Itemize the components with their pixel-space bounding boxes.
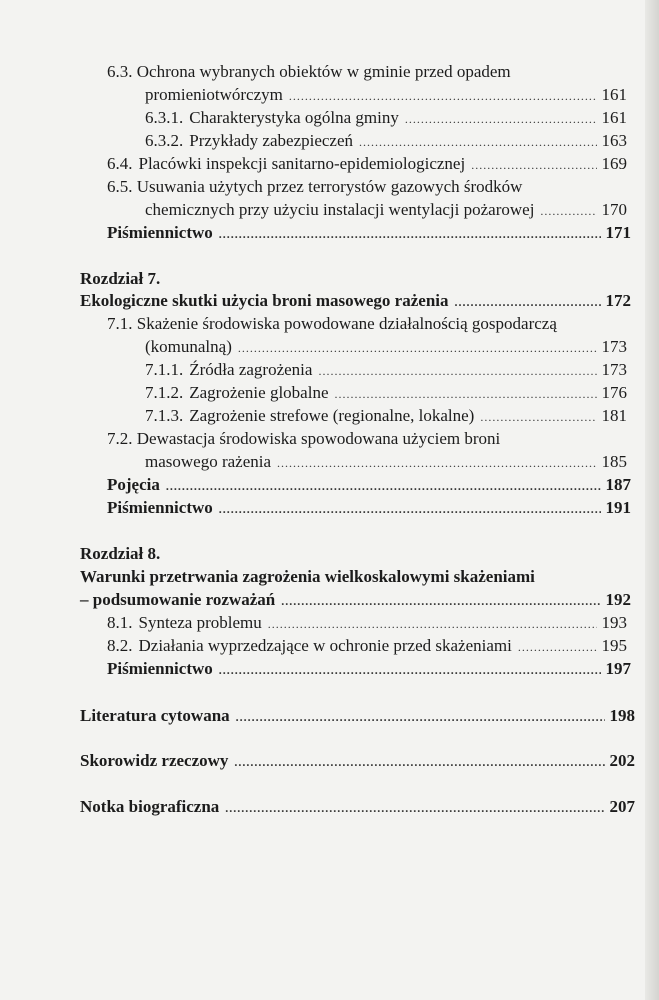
entry-title: Dewastacja środowiska spowodowana użyciem broni [136,429,501,448]
page-number: 171 [605,223,631,242]
page-number: 187 [605,475,631,494]
entry-number: 6.4. [107,154,133,173]
entry-title: Ekologiczne skutki użycia broni masowego rażenia [80,291,449,310]
entry-title: Skorowidz rzeczowy [80,751,229,770]
entry-title: Notka biograficzna [80,797,220,816]
leader-dots [166,475,601,497]
toc-entry-literature [80,705,635,728]
toc-entry [107,61,511,83]
page-number: 207 [609,797,635,816]
toc-entry [145,382,627,405]
toc-entry [145,130,627,153]
leader-dots [219,223,601,245]
entry-number: 7.1.3. [145,406,184,425]
toc-entry [145,84,627,107]
toc-entry [107,176,522,198]
entry-title: Usuwania użytych przez terrorystów gazowych środków [136,177,523,196]
page-number: 197 [605,659,631,678]
toc-entry [145,199,627,222]
toc-entry-concepts [107,474,631,497]
leader-dots [219,498,601,520]
toc-entry [107,313,557,335]
chapter-title-continued [80,589,631,612]
page-number: 163 [601,131,627,150]
toc-entry [145,405,627,428]
leader-dots [268,613,597,635]
entry-title: Zagrożenie strefowe (regionalne, lokalne) [189,406,475,425]
page-number: 185 [601,452,627,471]
entry-title: (komunalną) [145,337,232,356]
entry-number: 6.5. [107,177,133,196]
entry-title: Skażenie środowiska powodowane działalnością gospodarczą [136,314,557,333]
entry-title: Piśmiennictwo [107,659,213,678]
page-edge-shadow [645,0,659,1000]
leader-dots [225,797,604,819]
entry-number: 6.3.2. [145,131,184,150]
leader-dots [236,706,605,728]
toc-entry-bibliography [107,497,631,520]
page-number: 161 [601,108,627,127]
entry-title: Charakterystyka ogólna gminy [189,108,399,127]
page-number: 193 [601,613,627,632]
page-number: 173 [601,337,627,356]
toc-entry-bibliography [107,658,631,681]
entry-title: Placówki inspekcji sanitarno-epidemiologicznej [138,154,466,173]
page-number: 191 [605,498,631,517]
leader-dots [335,383,597,405]
entry-title: Piśmiennictwo [107,498,213,517]
page-number: 173 [601,360,627,379]
chapter-title [80,290,631,313]
entry-number: 6.3.1. [145,108,184,127]
leader-dots [359,131,596,153]
leader-dots [289,85,597,107]
toc-entry-biographical-note [80,796,635,819]
toc-entry [145,451,627,474]
entry-number: 7.1. [107,314,133,333]
entry-title: Zagrożenie globalne [189,383,329,402]
chapter-label: Rozdział 7. [80,269,161,288]
toc-entry [145,359,627,382]
entry-number: 6.3. [107,62,133,81]
entry-title: Piśmiennictwo [107,223,213,242]
page-number: 172 [605,291,631,310]
entry-title: Ochrona wybranych obiektów w gminie przed opadem [136,62,511,81]
leader-dots [281,590,600,612]
entry-number: 7.1.2. [145,383,184,402]
leader-dots [234,751,604,773]
toc-entry [107,153,627,176]
entry-title: – podsumowanie rozważań [80,590,276,609]
leader-dots [405,108,597,130]
leader-dots [540,200,596,222]
entry-title: Synteza problemu [138,613,262,632]
entry-title: Pojęcia [107,475,160,494]
toc-entry [107,635,627,658]
page-number: 161 [601,85,627,104]
page-number: 169 [601,154,627,173]
entry-number: 7.2. [107,429,133,448]
entry-title: masowego rażenia [145,452,272,471]
entry-number: 7.1.1. [145,360,184,379]
toc-entry [145,336,627,359]
entry-number: 8.1. [107,613,133,632]
entry-title: Działania wyprzedzające w ochronie przed skażeniami [138,636,512,655]
toc-entry-subject-index [80,750,635,773]
page-number: 202 [609,751,635,770]
chapter-title: Warunki przetrwania zagrożenia wielkoskalowymi skażeniami [80,567,535,586]
page-number: 181 [601,406,627,425]
entry-title: Literatura cytowana [80,706,230,725]
leader-dots [518,636,597,658]
toc-entry [107,428,500,450]
entry-title: promieniotwórczym [145,85,283,104]
page-number: 176 [601,383,627,402]
toc-entry [145,107,627,130]
leader-dots [471,154,596,176]
entry-number: 8.2. [107,636,133,655]
entry-title: chemicznych przy użyciu instalacji wentylacji pożarowej [145,200,535,219]
leader-dots [219,659,601,681]
entry-title: Źródła zagrożenia [189,360,313,379]
entry-title: Przykłady zabezpieczeń [189,131,354,150]
leader-dots [455,291,601,313]
page-number: 195 [601,636,627,655]
toc-entry-bibliography [107,222,631,245]
leader-dots [318,360,596,382]
page-number: 198 [609,706,635,725]
page-number: 170 [601,200,627,219]
leader-dots [277,452,596,474]
leader-dots [480,406,596,428]
chapter-label: Rozdział 8. [80,544,161,563]
toc-entry [107,612,627,635]
leader-dots [238,337,597,359]
page-number: 192 [605,590,631,609]
